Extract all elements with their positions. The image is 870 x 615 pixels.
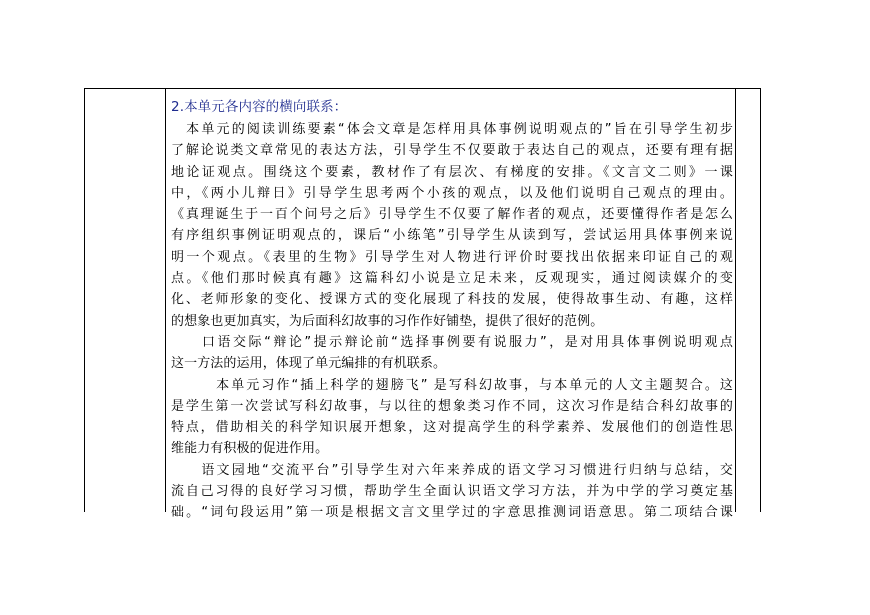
paragraph-oral-communication [171,332,733,375]
text-line: 的想象也更加真实，为后面科幻故事的习作作好铺垫，提供了很好的范例。 [171,313,604,329]
text-line: 地论证观点。围绕这个要素，教材作了有层次、有梯度的安排。《文言文二则》一课 [171,164,733,180]
paragraph-reading-requirements [171,119,733,332]
text-line: 语文园地“交流平台”引导学生对六年来养成的语文学习习惯进行归纳与总结，交 [171,462,733,478]
text-line: 了解论说类文章常见的表达方法，引导学生不仅要敢于表达自己的观点，还要有理有据 [171,143,733,159]
text-line: 点。《他们那时候真有趣》这篇科幻小说是立足未来，反观现实，通过阅读媒介的变 [171,271,733,287]
text-line: 《真理诞生于一百个问号之后》引导学生不仅要了解作者的观点，还要懂得作者是怎么 [171,207,733,223]
table-column-divider-left [165,89,166,512]
text-line: 本单元习作“插上科学的翅膀飞” 是写科幻故事，与本单元的人文主题契合。这 [171,377,733,393]
text-line: 明一个观点。《表里的生物》引导学生对人物进行评价时要找出依据来印证自己的观 [171,249,733,265]
section-heading: 2.本单元各内容的横向联系： [171,99,348,115]
text-line: 特点，借助相关的科学知识展开想象，这对提高学生的科学素养、发展他们的创造性思 [171,420,733,436]
text-line: 这一方法的运用，体现了单元编排的有机联系。 [171,356,447,372]
text-line: 本单元的阅读训练要素“体会文章是怎样用具体事例说明观点的”旨在引导学生初步 [171,122,733,137]
paragraph-writing-task [171,375,733,460]
text-line: 化、老师形象的变化、授课方式的变化展现了科技的发展，使得故事生动、有趣，这样 [171,292,733,308]
table-column-divider-right [735,89,736,512]
text-line: 流自己习得的良好学习习惯，帮助学生全面认识语文学习方法，并为中学的学习奠定基 [171,484,733,500]
text-line: 口语交际“辩论”提示辩论前“选择事例要有说服力”，是对用具体事例说明观点 [171,334,733,350]
text-line: 是学生第一次尝试写科幻故事，与以往的想象类习作不同，这次习作是结合科幻故事的 [171,398,733,414]
text-line: 础。“词句段运用”第一项是根据文言文里学过的字意思推测词语意思。第二项结合课 [171,505,733,521]
paragraph-language-garden [171,460,733,524]
text-line: 中，《两小儿辩日》引导学生思考两个小孩的观点，以及他们说明自己观点的理由。 [171,185,733,201]
document-table [84,88,761,521]
table-content-cell [171,89,733,524]
text-line: 维能力有积极的促进作用。 [171,441,329,457]
text-line: 有序组织事例证明观点的，课后“小练笔”引导学生从读到写，尝试运用具体事例来说 [171,228,733,244]
